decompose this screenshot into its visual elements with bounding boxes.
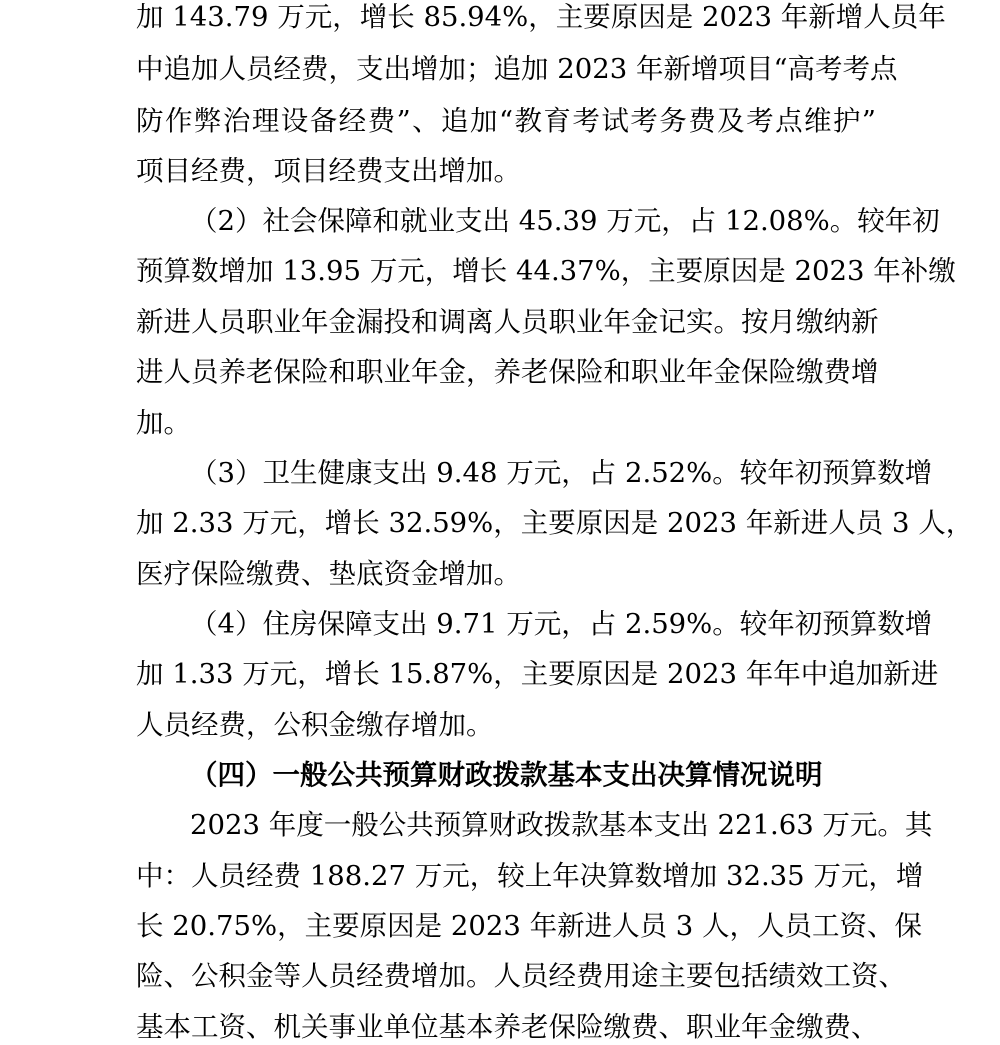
text-line-6: 预算数增加 13.95 万元，增长 44.37%，主要原因是 2023 年补缴 [136,255,956,287]
text-line-9: 加。 [136,407,191,439]
text-line-3: 防作弊治理设备经费”、追加“教育考试考务费及考点维护” [136,105,876,137]
text-line-11: 加 2.33 万元，增长 32.59%，主要原因是 2023 年新进人员 3 人， [136,507,974,539]
text-line-12: 医疗保险缴费、垫底资金增加。 [136,558,521,590]
text-line-14: 加 1.33 万元，增长 15.87%，主要原因是 2023 年年中追加新进 [136,658,939,690]
text-line-20: 险、公积金等人员经费增加。人员经费用途主要包括绩效工资、 [136,960,906,992]
text-line-1: 加 143.79 万元，增长 85.94%，主要原因是 2023 年新增人员年 [136,1,946,33]
text-line-5: （2）社会保障和就业支出 45.39 万元，占 12.08%。较年初 [190,205,940,237]
text-line-17: 2023 年度一般公共预算财政拨款基本支出 221.63 万元。其 [190,809,933,841]
text-line-10: （3）卫生健康支出 9.48 万元，占 2.52%。较年初预算数增 [190,457,933,489]
text-line-15: 人员经费，公积金缴存增加。 [136,709,494,741]
text-line-7: 新进人员职业年金漏投和调离人员职业年金记实。按月缴纳新 [136,306,879,338]
text-line-21: 基本工资、机关事业单位基本养老保险缴费、职业年金缴费、 [136,1011,879,1043]
text-line-19: 长 20.75%，主要原因是 2023 年新进人员 3 人，人员工资、保 [136,910,923,942]
text-line-2: 中追加人员经费，支出增加；追加 2023 年新增项目“高考考点 [136,53,898,85]
text-line-13: （4）住房保障支出 9.71 万元，占 2.59%。较年初预算数增 [190,608,933,640]
text-line-8: 进人员养老保险和职业年金，养老保险和职业年金保险缴费增 [136,356,879,388]
text-line-18: 中：人员经费 188.27 万元，较上年决算数增加 32.35 万元，增 [136,860,924,892]
text-line-4: 项目经费，项目经费支出增加。 [136,155,521,187]
section-heading: （四）一般公共预算财政拨款基本支出决算情况说明 [190,759,823,791]
